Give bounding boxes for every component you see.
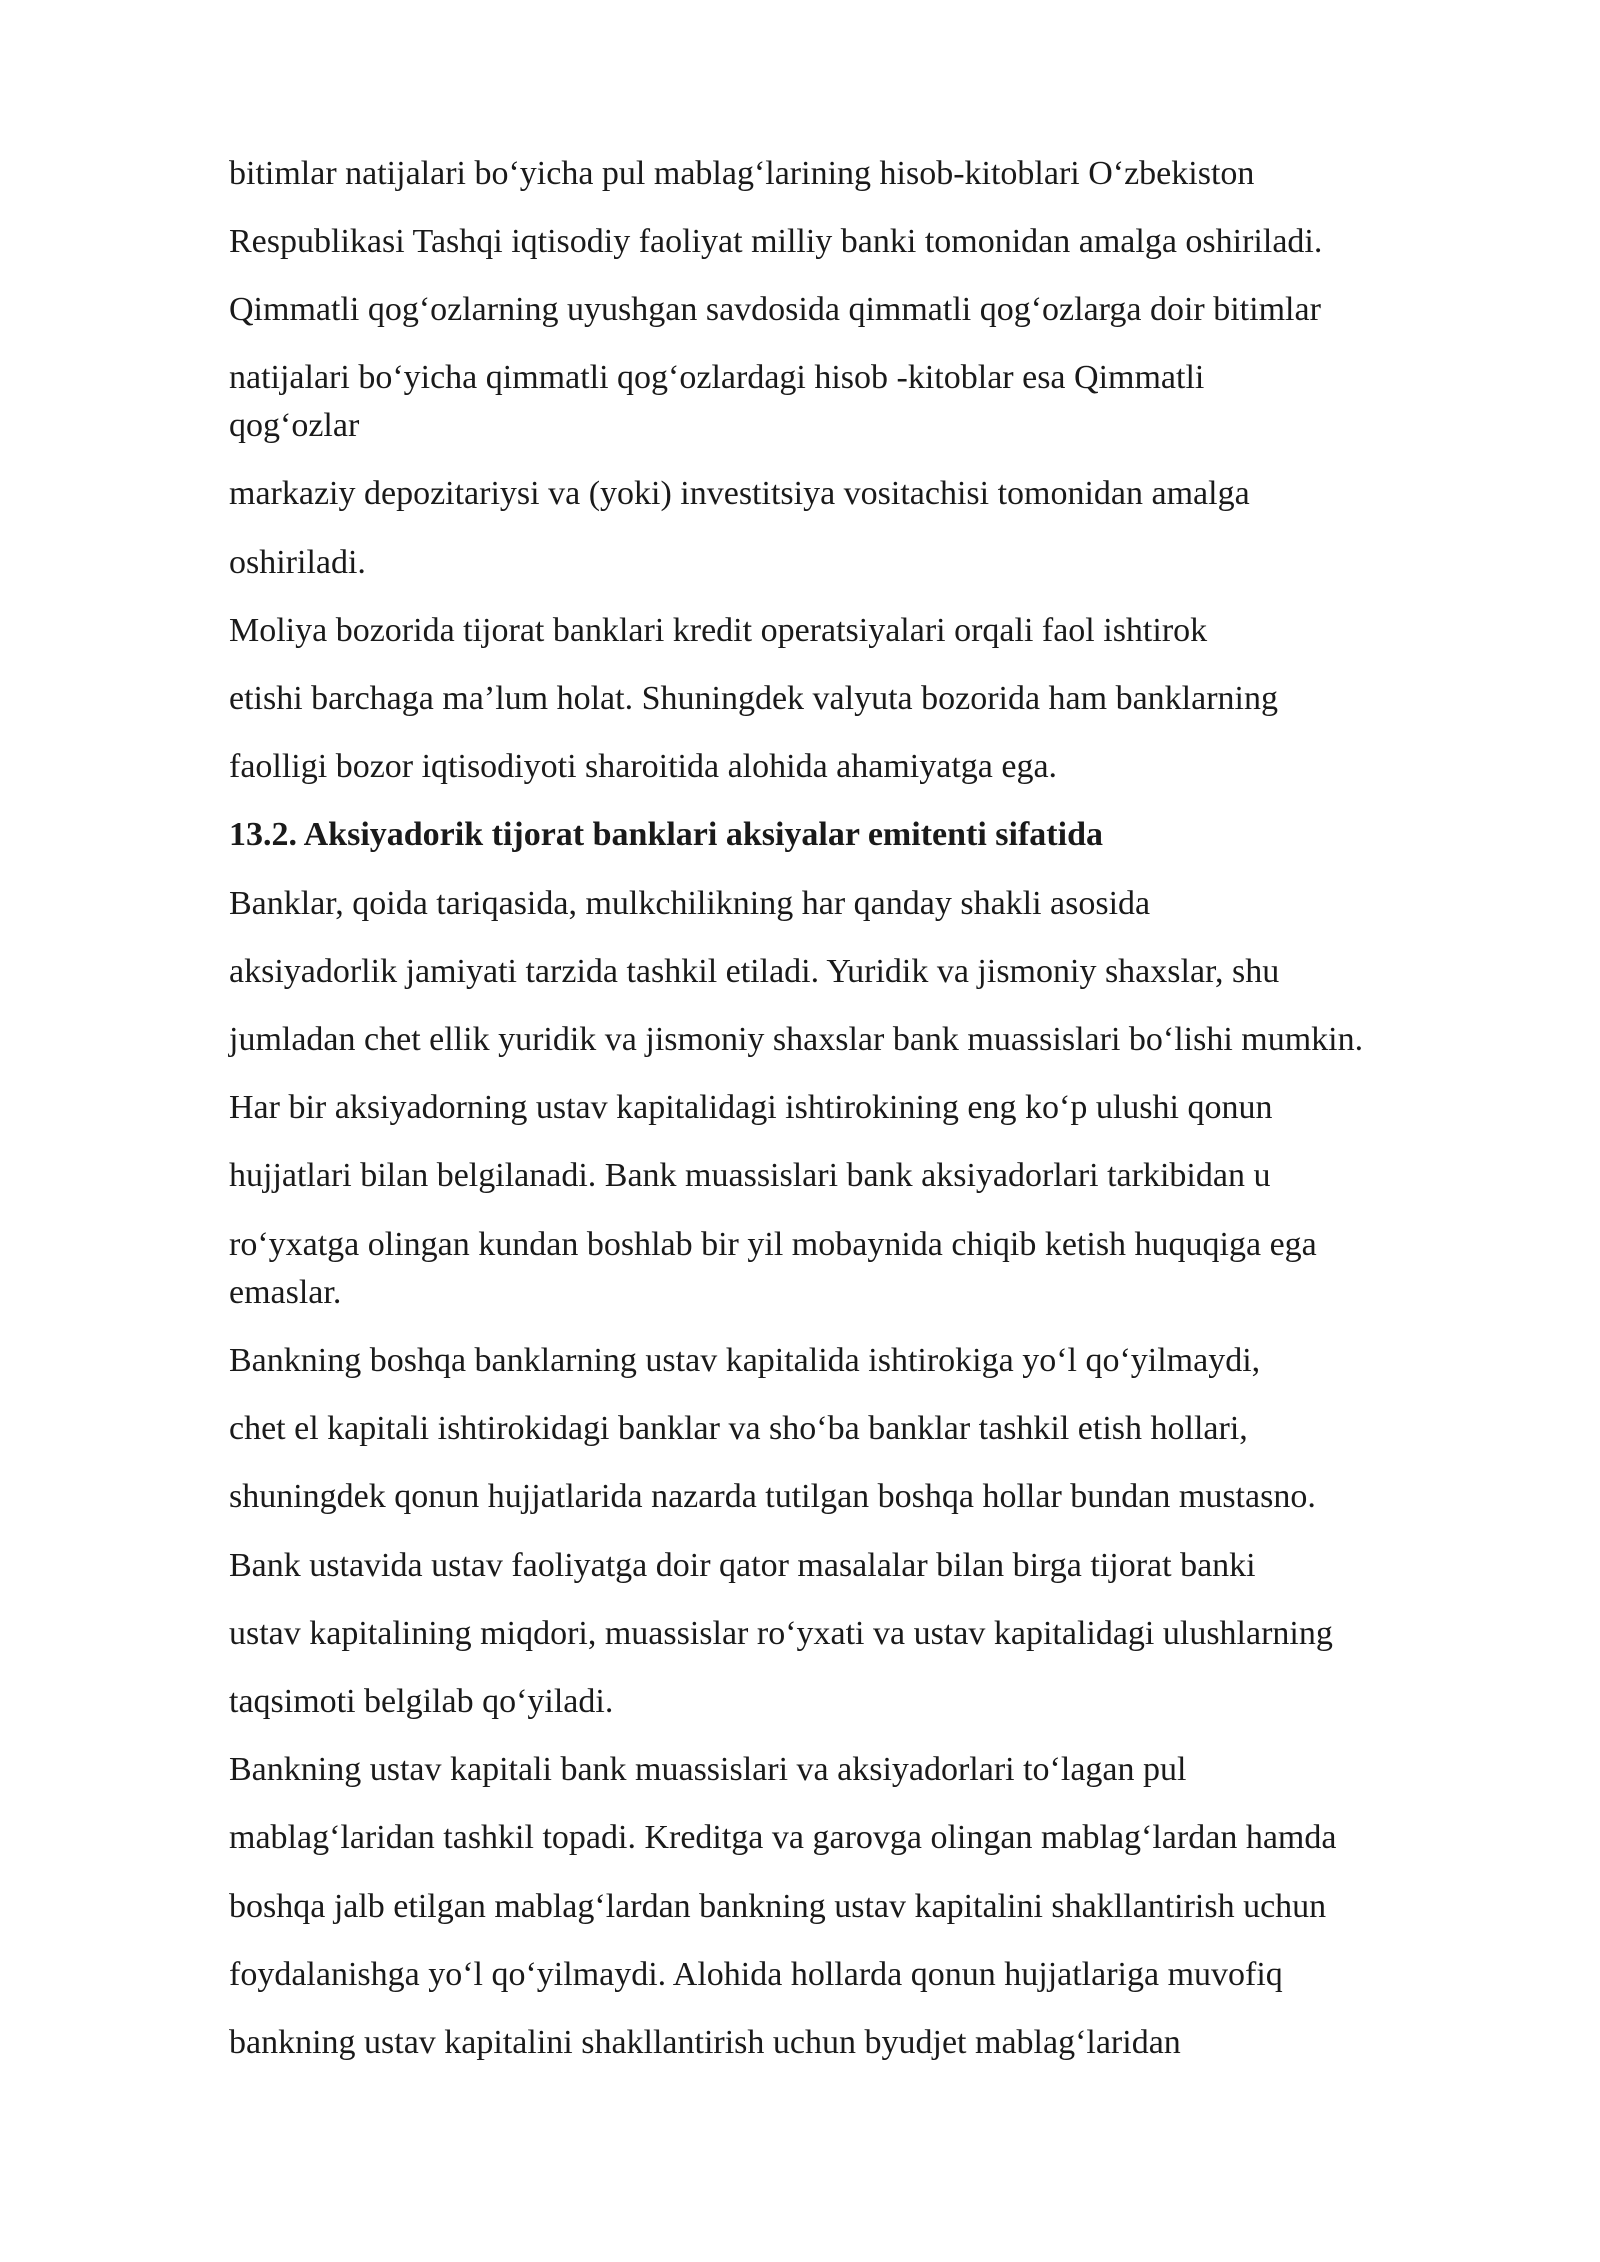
text-line: Qimmatli qog‘ozlarning uyushgan savdosida qimmatli qog‘ozlarga doir bitimlar bbox=[229, 291, 1321, 328]
text-line: qog‘ozlar bbox=[229, 407, 360, 444]
text-line: jumladan chet ellik yuridik va jismoniy shaxslar bank muassislari bo‘lishi mumkin. bbox=[229, 1021, 1364, 1058]
text-line: faolligi bozor iqtisodiyoti sharoitida alohida ahamiyatga ega. bbox=[229, 748, 1058, 785]
text-line: emaslar. bbox=[229, 1274, 342, 1311]
text-line: hujjatlari bilan belgilanadi. Bank muassislari bank aksiyadorlari tarkibidan u bbox=[229, 1157, 1271, 1194]
text-line: bankning ustav kapitalini shakllantirish uchun byudjet mablag‘laridan bbox=[229, 2024, 1181, 2061]
text-line: foydalanishga yo‘l qo‘yilmaydi. Alohida hollarda qonun hujjatlariga muvofiq bbox=[229, 1956, 1283, 1993]
text-line: ro‘yxatga olingan kundan boshlab bir yil mobaynida chiqib ketish huquqiga ega bbox=[229, 1226, 1317, 1263]
text-line: boshqa jalb etilgan mablag‘lardan bankning ustav kapitalini shakllantirish uchun bbox=[229, 1888, 1327, 1925]
text-line: mablag‘laridan tashkil topadi. Kreditga va garovga olingan mablag‘lardan hamda bbox=[229, 1819, 1337, 1856]
text-line: aksiyadorlik jamiyati tarzida tashkil etiladi. Yuridik va jismoniy shaxslar, shu bbox=[229, 953, 1280, 990]
text-line: markaziy depozitariysi va (yoki) investitsiya vositachisi tomonidan amalga bbox=[229, 475, 1250, 512]
section-heading: 13.2. Aksiyadorik tijorat banklari aksiyalar emitenti sifatida bbox=[229, 816, 1103, 853]
text-line: taqsimoti belgilab qo‘yiladi. bbox=[229, 1683, 614, 1720]
text-line: natijalari bo‘yicha qimmatli qog‘ozlardagi hisob -kitoblar esa Qimmatli bbox=[229, 359, 1205, 396]
text-line: Moliya bozorida tijorat banklari kredit operatsiyalari orqali faol ishtirok bbox=[229, 612, 1208, 649]
text-line: Respublikasi Tashqi iqtisodiy faoliyat milliy banki tomonidan amalga oshiriladi. bbox=[229, 223, 1323, 260]
text-line: Banklar, qoida tariqasida, mulkchilikning har qanday shakli asosida bbox=[229, 885, 1151, 922]
text-line: etishi barchaga ma’lum holat. Shuningdek valyuta bozorida ham banklarning bbox=[229, 680, 1278, 717]
text-line: chet el kapitali ishtirokidagi banklar va sho‘ba banklar tashkil etish hollari, bbox=[229, 1410, 1248, 1447]
text-line: Bankning ustav kapitali bank muassislari va aksiyadorlari to‘lagan pul bbox=[229, 1751, 1187, 1788]
text-line: Har bir aksiyadorning ustav kapitalidagi ishtirokining eng ko‘p ulushi qonun bbox=[229, 1089, 1273, 1126]
text-line: ustav kapitalining miqdori, muassislar ro‘yxati va ustav kapitalidagi ulushlarning bbox=[229, 1615, 1333, 1652]
text-line: shuningdek qonun hujjatlarida nazarda tutilgan boshqa hollar bundan mustasno. bbox=[229, 1478, 1316, 1515]
text-line: oshiriladi. bbox=[229, 544, 366, 581]
text-line: Bank ustavida ustav faoliyatga doir qator masalalar bilan birga tijorat banki bbox=[229, 1547, 1256, 1584]
text-line: bitimlar natijalari bo‘yicha pul mablag‘larining hisob-kitoblari O‘zbekiston bbox=[229, 155, 1255, 192]
text-line: Bankning boshqa banklarning ustav kapitalida ishtirokiga yo‘l qo‘yilmaydi, bbox=[229, 1342, 1261, 1379]
